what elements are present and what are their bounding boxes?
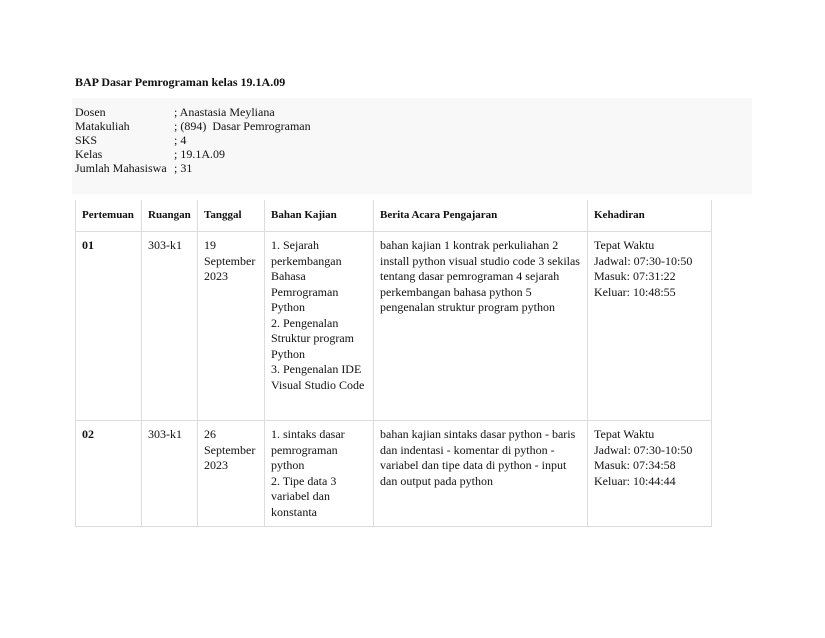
cell-ruangan: 303-k1 [142,421,198,527]
bap-table [75,200,712,527]
cell-bahan-kajian: 1. Sejarah perkembangan Bahasa Pemrograman Python 2. Pengenalan Struktur program Python 3. Pengenalan IDE Visual Studio Code [265,232,374,421]
kehadiran-jadwal: Jadwal: 07:30-10:50 [594,253,693,268]
cell-berita-acara: bahan kajian 1 kontrak perkuliahan 2 install python visual studio code 3 sekilas tentang dasar pemrograman 4 sejarah perkembangan bahasa python 5 pengenalan struktur program python [374,232,588,421]
cell-pertemuan: 01 [76,232,142,421]
cell-tanggal: 26 September 2023 [198,421,265,527]
info-value: ; Anastasia Meyliana [174,105,275,119]
info-label: Matakuliah [75,119,130,133]
info-label: SKS [75,133,98,147]
info-value: ; 19.1A.09 [174,147,225,161]
info-label: Dosen [75,105,106,119]
info-value: ; 4 [174,133,187,147]
kehadiran-status: Tepat Waktu [594,238,655,252]
cell-tanggal: 19 September 2023 [198,232,265,421]
kehadiran-masuk: Masuk: 07:34:58 [594,458,676,472]
course-info [72,98,752,194]
kehadiran-status: Tepat Waktu [594,427,655,441]
table-row [76,421,712,527]
page-title: BAP Dasar Pemrograman kelas 19.1A.09 [75,75,286,89]
info-value: ; 31 [174,161,193,175]
info-value: ; (894) Dasar Pemrograman [174,119,311,133]
header-ruangan: Ruangan [142,200,198,232]
table-row [76,232,712,421]
cell-ruangan: 303-k1 [142,232,198,421]
cell-kehadiran [588,421,712,527]
cell-pertemuan: 02 [76,421,142,527]
header-tanggal: Tanggal [198,200,265,232]
cell-berita-acara: bahan kajian sintaks dasar python - baris dan indentasi - komentar di python - variabel dan tipe data di python - input dan output pada python [374,421,588,527]
cell-kehadiran [588,232,712,421]
cell-bahan-kajian: 1. sintaks dasar pemrograman python 2. Tipe data 3 variabel dan konstanta [265,421,374,527]
header-bahan-kajian: Bahan Kajian [265,200,374,232]
kehadiran-jadwal: Jadwal: 07:30-10:50 [594,442,693,457]
header-berita-acara: Berita Acara Pengajaran [374,200,588,232]
info-label: Jumlah Mahasiswa [75,161,167,175]
kehadiran-keluar: Keluar: 10:48:55 [594,284,676,299]
kehadiran-masuk: Masuk: 07:31:22 [594,269,676,283]
info-label: Kelas [75,147,103,161]
table-header-row [76,200,712,232]
kehadiran-keluar: Keluar: 10:44:44 [594,473,676,488]
header-pertemuan: Pertemuan [76,200,142,232]
header-kehadiran: Kehadiran [588,200,712,232]
